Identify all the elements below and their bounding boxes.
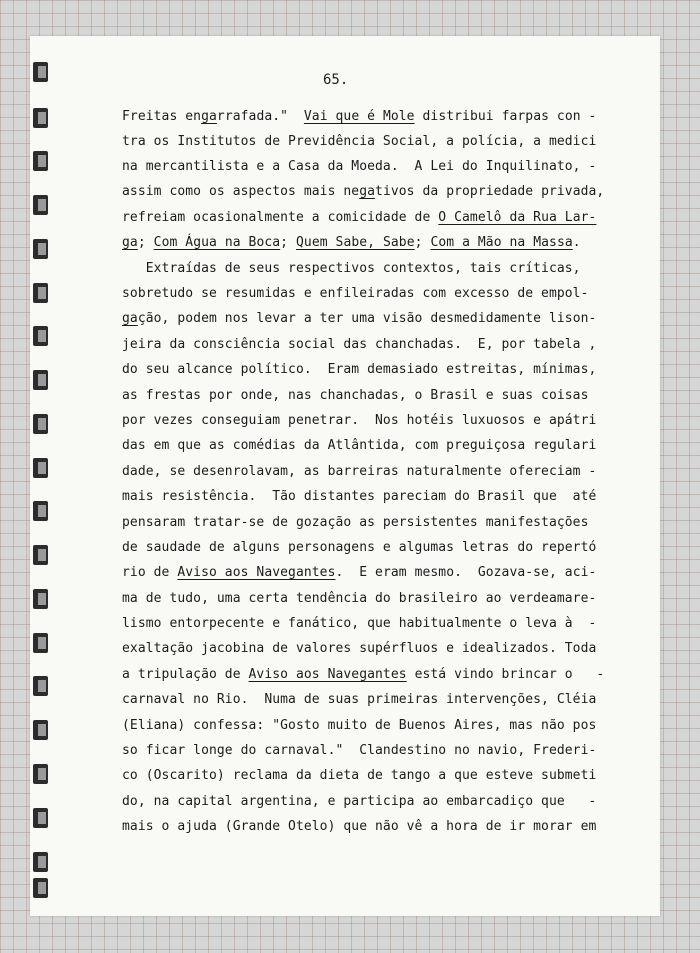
text-line: assim como os aspectos mais negativos da propriedade privada, — [122, 184, 605, 199]
text-line: na mercantilista e a Casa da Moeda. A Lei do Inquilinato, - — [122, 159, 597, 174]
binder-hole — [33, 720, 48, 740]
binder-hole — [33, 326, 48, 346]
text-line: de saudade de alguns personagens e algumas letras do repertó — [122, 540, 597, 555]
text-line: gação, podem nos levar a ter uma visão desmedidamente lison- — [122, 311, 597, 326]
binder-hole — [33, 878, 48, 898]
film-title: Aviso aos Navegantes — [248, 667, 407, 682]
binder-hole — [33, 458, 48, 478]
text-line: a tripulação de Aviso aos Navegantes está vindo brincar o - — [122, 667, 605, 682]
binder-hole — [33, 414, 48, 434]
text-line: Freitas engarrafada." Vai que é Mole distribui farpas con - — [122, 109, 597, 124]
text-line: carnaval no Rio. Numa de suas primeiras intervenções, Cléia — [122, 692, 597, 707]
binder-hole — [33, 852, 48, 872]
text-line: do seu alcance político. Eram demasiado estreitas, mínimas, — [122, 362, 597, 377]
binder-hole — [33, 808, 48, 828]
binder-hole — [33, 764, 48, 784]
binder-hole — [33, 239, 48, 259]
text-line: das em que as comédias da Atlântida, com preguiçosa regulari — [122, 438, 597, 453]
text-line: as frestas por onde, nas chanchadas, o Brasil e suas coisas — [122, 388, 589, 403]
film-title: Vai que é Mole — [303, 109, 415, 124]
film-title: Com a Mão na Massa — [430, 235, 573, 250]
binder-hole — [33, 195, 48, 215]
film-title: Com Água na Boca — [153, 235, 281, 250]
text-line: ga; Com Água na Boca; Quem Sabe, Sabe; Com a Mão na Massa. — [122, 235, 581, 250]
text-line: mais o ajuda (Grande Otelo) que não vê a hora de ir morar em — [122, 819, 597, 834]
binder-hole — [33, 589, 48, 609]
film-title: ga — [201, 109, 217, 124]
film-title: O Camelô da Rua Lar- — [438, 210, 597, 225]
binder-hole — [33, 62, 48, 82]
text-line: mais resistência. Tão distantes pareciam do Brasil que até — [122, 489, 597, 504]
binder-hole — [33, 370, 48, 390]
text-line: pensaram tratar-se de gozação as persistentes manifestações — [122, 515, 589, 530]
binder-hole — [33, 151, 48, 171]
text-line: jeira da consciência social das chanchadas. E, por tabela , — [122, 337, 597, 352]
text-line: Extraídas de seus respectivos contextos, tais críticas, — [122, 261, 581, 276]
binder-hole — [33, 676, 48, 696]
text-line: do, na capital argentina, e participa ao embarcadiço que - — [122, 794, 597, 809]
text-line: tra os Institutos de Previdência Social, a polícia, a medici — [122, 134, 597, 149]
binder-hole — [33, 283, 48, 303]
binder-hole — [33, 633, 48, 653]
film-title: ga — [122, 235, 138, 250]
text-line: refreiam ocasionalmente a comicidade de O Camelô da Rua Lar- — [122, 210, 597, 225]
text-line: rio de Aviso aos Navegantes. E eram mesmo. Gozava-se, aci- — [122, 565, 597, 580]
text-line: ma de tudo, uma certa tendência do brasileiro ao verdeamare- — [122, 591, 597, 606]
text-line: por vezes conseguiam penetrar. Nos hotéis luxuosos e apátri — [122, 413, 597, 428]
film-title: ga — [359, 184, 376, 199]
binder-hole — [33, 545, 48, 565]
text-line: (Eliana) confessa: "Gosto muito de Buenos Aires, mas não pos — [122, 718, 597, 733]
text-line: sobretudo se resumidas e enfileiradas com excesso de empol- — [122, 286, 589, 301]
film-title: Quem Sabe, Sabe — [296, 235, 415, 250]
binder-hole — [33, 108, 48, 128]
page-number: 65. — [323, 72, 349, 88]
text-line: lismo entorpecente e fanático, que habitualmente o leva à - — [122, 616, 597, 631]
text-line: dade, se desenrolavam, as barreiras naturalmente ofereciam - — [122, 464, 597, 479]
text-line: exaltação jacobina de valores supérfluos e idealizados. Toda — [122, 641, 597, 656]
text-line: co (Oscarito) reclama da dieta de tango a que esteve submeti — [122, 768, 597, 783]
text-line: so ficar longe do carnaval." Clandestino no navio, Frederi- — [122, 743, 597, 758]
binder-hole — [33, 501, 48, 521]
film-title: Aviso aos Navegantes — [177, 565, 336, 580]
film-title: ga — [122, 311, 138, 326]
